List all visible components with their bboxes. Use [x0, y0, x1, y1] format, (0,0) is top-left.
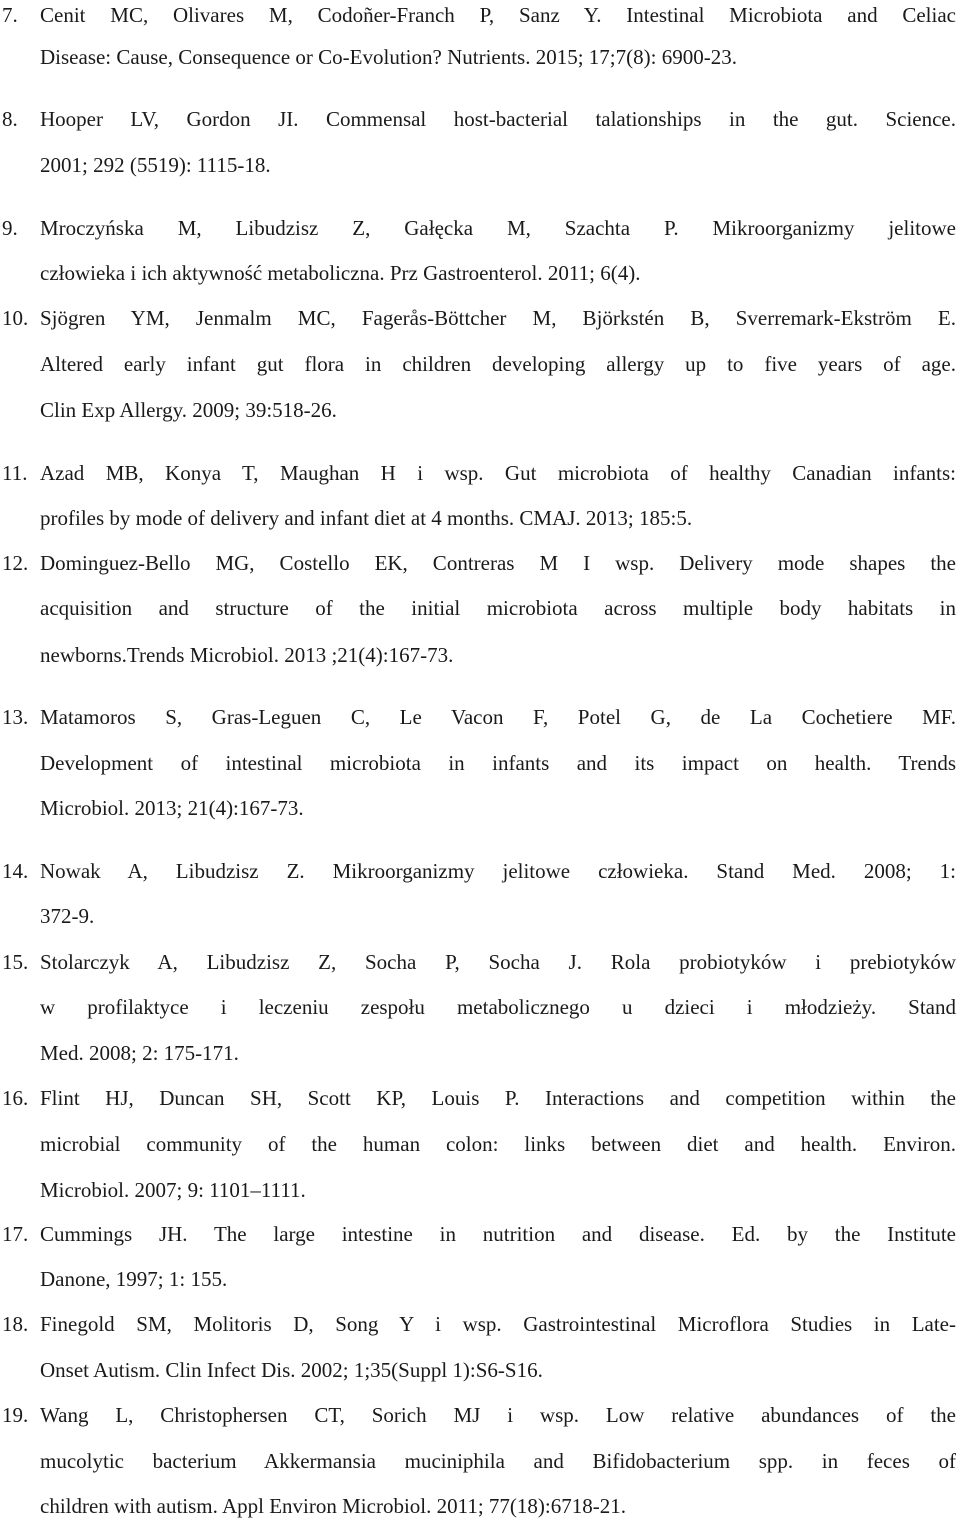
reference-line: Clin Exp Allergy. 2009; 39:518-26. [40, 398, 337, 422]
reference-line: profiles by mode of delivery and infant diet at 4 months. CMAJ. 2013; 185:5. [40, 506, 693, 530]
reference-line: Finegold SM, Molitoris D, Song Y i wsp. Gastrointestinal Microflora Studies in Late- [40, 1312, 956, 1336]
reference-line: Microbiol. 2007; 9: 1101–1111. [40, 1178, 306, 1202]
reference-line: Nowak A, Libudzisz Z. Mikroorganizmy jelitowe człowieka. Stand Med. 2008; 1: [40, 859, 956, 883]
reference-line: children with autism. Appl Environ Microbiol. 2011; 77(18):6718-21. [40, 1494, 626, 1518]
reference-line: mucolytic bacterium Akkermansia muciniphila and Bifidobacterium spp. in feces of [40, 1449, 956, 1473]
reference-line: Microbiol. 2013; 21(4):167-73. [40, 796, 304, 820]
reference-number: 7. [2, 3, 18, 27]
reference-line: Med. 2008; 2: 175-171. [40, 1041, 239, 1065]
reference-line: Stolarczyk A, Libudzisz Z, Socha P, Socha J. Rola probiotyków i prebiotyków [40, 950, 956, 974]
reference-number: 8. [2, 107, 18, 131]
reference-line: 2001; 292 (5519): 1115-18. [40, 153, 271, 177]
reference-number: 19. [2, 1403, 29, 1427]
reference-number: 18. [2, 1312, 29, 1336]
reference-line: newborns.Trends Microbiol. 2013 ;21(4):167-73. [40, 643, 454, 667]
reference-line: Dominguez-Bello MG, Costello EK, Contreras M I wsp. Delivery mode shapes the [40, 551, 956, 575]
reference-line: 372-9. [40, 904, 95, 928]
reference-number: 17. [2, 1222, 29, 1246]
reference-number: 16. [2, 1086, 29, 1110]
reference-line: Mroczyńska M, Libudzisz Z, Gałęcka M, Szachta P. Mikroorganizmy jelitowe [40, 216, 956, 240]
reference-number: 13. [2, 705, 29, 729]
reference-number: 10. [2, 306, 29, 330]
reference-line: Cenit MC, Olivares M, Codoñer-Franch P, Sanz Y. Intestinal Microbiota and Celiac [40, 3, 956, 27]
reference-line: Cummings JH. The large intestine in nutrition and disease. Ed. by the Institute [40, 1222, 956, 1246]
reference-line: Wang L, Christophersen CT, Sorich MJ i wsp. Low relative abundances of the [40, 1403, 956, 1427]
reference-line: Matamoros S, Gras-Leguen C, Le Vacon F, Potel G, de La Cochetiere MF. [40, 705, 956, 729]
reference-number: 11. [2, 461, 28, 485]
reference-number: 9. [2, 216, 18, 240]
reference-line: Hooper LV, Gordon JI. Commensal host-bacterial talationships in the gut. Science. [40, 107, 956, 131]
reference-line: Sjögren YM, Jenmalm MC, Fagerås-Böttcher M, Björkstén B, Sverremark-Ekström E. [40, 306, 956, 330]
reference-line: człowieka i ich aktywność metaboliczna. Prz Gastroenterol. 2011; 6(4). [40, 261, 641, 285]
reference-number: 12. [2, 551, 29, 575]
reference-line: Development of intestinal microbiota in infants and its impact on health. Trends [40, 751, 956, 775]
reference-number: 14. [2, 859, 29, 883]
reference-number: 15. [2, 950, 29, 974]
reference-line: acquisition and structure of the initial microbiota across multiple body habitats in [40, 596, 956, 620]
reference-line: microbial community of the human colon: links between diet and health. Environ. [40, 1132, 956, 1156]
reference-line: Onset Autism. Clin Infect Dis. 2002; 1;35(Suppl 1):S6-S16. [40, 1358, 543, 1382]
reference-line: Disease: Cause, Consequence or Co-Evolution? Nutrients. 2015; 17;7(8): 6900-23. [40, 45, 737, 69]
reference-line: Azad MB, Konya T, Maughan H i wsp. Gut microbiota of healthy Canadian infants: [40, 461, 956, 485]
reference-line: w profilaktyce i leczeniu zespołu metabolicznego u dzieci i młodzieży. Stand [40, 995, 956, 1019]
reference-line: Danone, 1997; 1: 155. [40, 1267, 228, 1291]
reference-line: Altered early infant gut flora in children developing allergy up to five years of age. [40, 352, 956, 376]
reference-line: Flint HJ, Duncan SH, Scott KP, Louis P. Interactions and competition within the [40, 1086, 956, 1110]
